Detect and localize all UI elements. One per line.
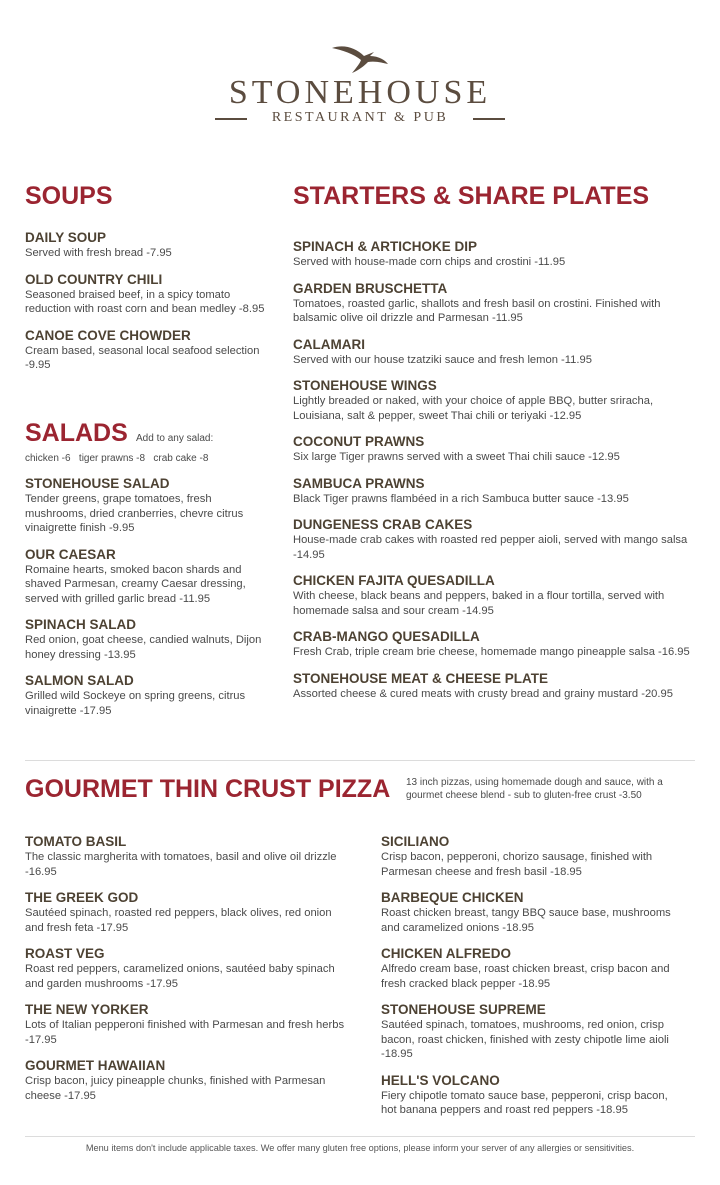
- menu-item: [25, 547, 275, 607]
- item-name: SAMBUCA PRAWNS: [293, 475, 425, 491]
- menu-item: [25, 476, 275, 536]
- item-name: CHICKEN FAJITA QUESADILLA: [293, 573, 495, 588]
- item-desc: Served with house-made corn chips and crostini -11.95: [293, 256, 566, 268]
- item-name: SALMON SALAD: [25, 673, 134, 688]
- brand-tagline: RESTAURANT & PUB: [271, 110, 449, 125]
- item-desc: Crisp bacon, juicy pineapple chunks, finished with Parmesan cheese -17.95: [25, 1075, 326, 1102]
- brand-name: STONEHOUSE: [228, 74, 492, 111]
- menu-item: [293, 476, 695, 507]
- item-desc: Seasoned braised beef, in a spicy tomato reduction with roast corn and bean medley -8.95: [25, 288, 265, 315]
- item-name: TOMATO BASIL: [25, 834, 127, 849]
- bird-icon: [330, 42, 390, 74]
- item-desc: With cheese, black beans and peppers, baked in a flour tortilla, served with homemade salsa and sour cream -14.95: [293, 590, 665, 617]
- item-desc: Tender greens, grape tomatoes, fresh mushrooms, dried cranberries, chevre citrus vinaigrette finish -9.95: [25, 493, 244, 534]
- item-desc: The classic margherita with tomatoes, basil and olive oil drizzle -16.95: [25, 851, 337, 878]
- item-name: BARBEQUE CHICKEN: [381, 890, 524, 905]
- item-desc: Grilled wild Sockeye on spring greens, citrus vinaigrette -17.95: [25, 690, 246, 717]
- salads-addons: chicken -6 tiger prawns -8 crab cake -8: [25, 453, 209, 464]
- item-desc: Sautéed spinach, tomatoes, mushrooms, red onion, crisp bacon, roast chicken, finished with zesty chipotle lime aioli -18.95: [381, 1019, 669, 1060]
- item-name: CHICKEN ALFREDO: [381, 946, 511, 961]
- item-desc: Six large Tiger prawns served with a sweet Thai chili sauce -12.95: [293, 451, 620, 463]
- menu-item: [381, 1073, 686, 1118]
- menu-item: [381, 890, 686, 935]
- item-desc: Lots of Italian pepperoni finished with Parmesan and fresh herbs -17.95: [25, 1019, 345, 1046]
- item-name: SPINACH SALAD: [25, 617, 137, 632]
- divider: [473, 118, 505, 120]
- item-name: CRAB-MANGO QUESADILLA: [293, 629, 480, 644]
- item-name: STONEHOUSE MEAT & CHEESE PLATE: [293, 670, 549, 686]
- item-name: CALAMARI: [293, 336, 365, 352]
- item-name: DUNGENESS CRAB CAKES: [293, 517, 473, 532]
- menu-item: [25, 617, 275, 662]
- item-desc: Cream based, seasonal local seafood selection -9.95: [25, 344, 260, 371]
- salads-list: [25, 476, 275, 729]
- pizza-note: 13 inch pizzas, using homemade dough and sauce, with a gourmet cheese blend - sub to gluten-free crust -3.50: [406, 777, 663, 801]
- item-name: STONEHOUSE SALAD: [25, 476, 170, 491]
- pizza-title: GOURMET THIN CRUST PIZZA: [25, 775, 391, 803]
- menu-item: [25, 272, 275, 317]
- menu-item: [293, 281, 695, 326]
- item-desc: Fiery chipotle tomato sauce base, pepperoni, crisp bacon, hot banana peppers and roast red peppers -18.95: [381, 1089, 668, 1116]
- menu-item: [293, 239, 695, 270]
- item-desc: Roast red peppers, caramelized onions, sautéed baby spinach and garden mushrooms -17.95: [25, 963, 335, 990]
- menu-item: [293, 517, 695, 562]
- soups-title: SOUPS: [25, 182, 113, 210]
- item-desc: Roast chicken breast, tangy BBQ sauce base, mushrooms and caramelized onions -18.95: [381, 907, 671, 934]
- menu-item: [293, 629, 695, 660]
- item-desc: Crisp bacon, pepperoni, chorizo sausage, finished with Parmesan cheese and fresh basil -18.95: [381, 851, 653, 878]
- item-desc: Served with fresh bread -7.95: [25, 247, 172, 259]
- item-desc: Red onion, goat cheese, candied walnuts, Dijon honey dressing -13.95: [25, 634, 262, 661]
- menu-item: [25, 230, 275, 261]
- item-name: STONEHOUSE WINGS: [293, 378, 437, 393]
- item-name: GARDEN BRUSCHETTA: [293, 280, 448, 296]
- item-name: THE GREEK GOD: [25, 890, 139, 905]
- menu-item: [25, 1058, 345, 1103]
- soups-list: [25, 230, 275, 384]
- starters-list: [293, 239, 695, 712]
- brand-tagline-row: [215, 110, 505, 126]
- menu-item: [381, 1002, 686, 1062]
- menu-item: [25, 1002, 345, 1047]
- menu-item: [25, 946, 345, 991]
- item-desc: Black Tiger prawns flambéed in a rich Sambuca butter sauce -13.95: [293, 492, 629, 505]
- pizza-list-left: [25, 834, 345, 1114]
- item-name: SPINACH & ARTICHOKE DIP: [293, 239, 478, 254]
- menu-item: [293, 378, 695, 423]
- footer-note: Menu items don't include applicable taxes. We offer many gluten free options, please inform your server of any allergies or sensitivities.: [85, 1143, 635, 1153]
- menu-item: [381, 834, 686, 879]
- divider: [215, 118, 247, 120]
- menu-item: [293, 671, 695, 702]
- salads-title: SALADS: [25, 419, 128, 447]
- item-name: THE NEW YORKER: [25, 1002, 149, 1017]
- menu-item: [381, 946, 686, 991]
- item-name: STONEHOUSE SUPREME: [381, 1002, 546, 1017]
- item-name: HELL'S VOLCANO: [381, 1072, 500, 1088]
- item-name: CANOE COVE CHOWDER: [25, 327, 191, 343]
- salads-addon-title: Add to any salad:: [136, 433, 214, 444]
- item-name: GOURMET HAWAIIAN: [25, 1058, 166, 1073]
- pizza-list-right: [381, 834, 686, 1129]
- menu-item: [25, 890, 345, 935]
- item-desc: House-made crab cakes with roasted red pepper aioli, served with mango salsa -14.95: [293, 534, 688, 561]
- item-name: DAILY SOUP: [25, 230, 107, 245]
- item-desc: Romaine hearts, smoked bacon shards and shaved Parmesan, creamy Caesar dressing, served with grilled garlic bread -11.95: [25, 563, 246, 605]
- footer-divider: [25, 1136, 695, 1137]
- item-desc: Fresh Crab, triple cream brie cheese, homemade mango pineapple salsa -16.95: [293, 646, 690, 658]
- item-desc: Lightly breaded or naked, with your choice of apple BBQ, butter sriracha, Louisiana, salt & pepper, sweet Thai chili or teriyaki -12.95: [293, 395, 654, 422]
- item-name: OLD COUNTRY CHILI: [25, 271, 163, 287]
- section-divider: [25, 760, 695, 761]
- menu-item: [25, 328, 275, 373]
- item-desc: Sautéed spinach, roasted red peppers, black olives, red onion and fresh feta -17.95: [25, 907, 332, 934]
- menu-item: [25, 673, 275, 718]
- menu-item: [293, 434, 695, 465]
- menu-item: [293, 337, 695, 368]
- menu-item: [293, 573, 695, 618]
- item-desc: Assorted cheese & cured meats with crusty bread and grainy mustard -20.95: [293, 687, 673, 700]
- menu-item: [25, 834, 345, 879]
- item-desc: Served with our house tzatziki sauce and fresh lemon -11.95: [293, 353, 592, 366]
- item-desc: Alfredo cream base, roast chicken breast, crisp bacon and fresh cracked black pepper -18.95: [381, 963, 670, 990]
- item-name: COCONUT PRAWNS: [293, 434, 425, 449]
- item-name: OUR CAESAR: [25, 546, 116, 562]
- item-name: SICILIANO: [381, 834, 450, 849]
- item-desc: Tomatoes, roasted garlic, shallots and fresh basil on crostini. Finished with balsamic olive oil drizzle and Parmesan -11.95: [293, 297, 661, 324]
- item-name: ROAST VEG: [25, 946, 105, 961]
- starters-title: STARTERS & SHARE PLATES: [293, 182, 650, 210]
